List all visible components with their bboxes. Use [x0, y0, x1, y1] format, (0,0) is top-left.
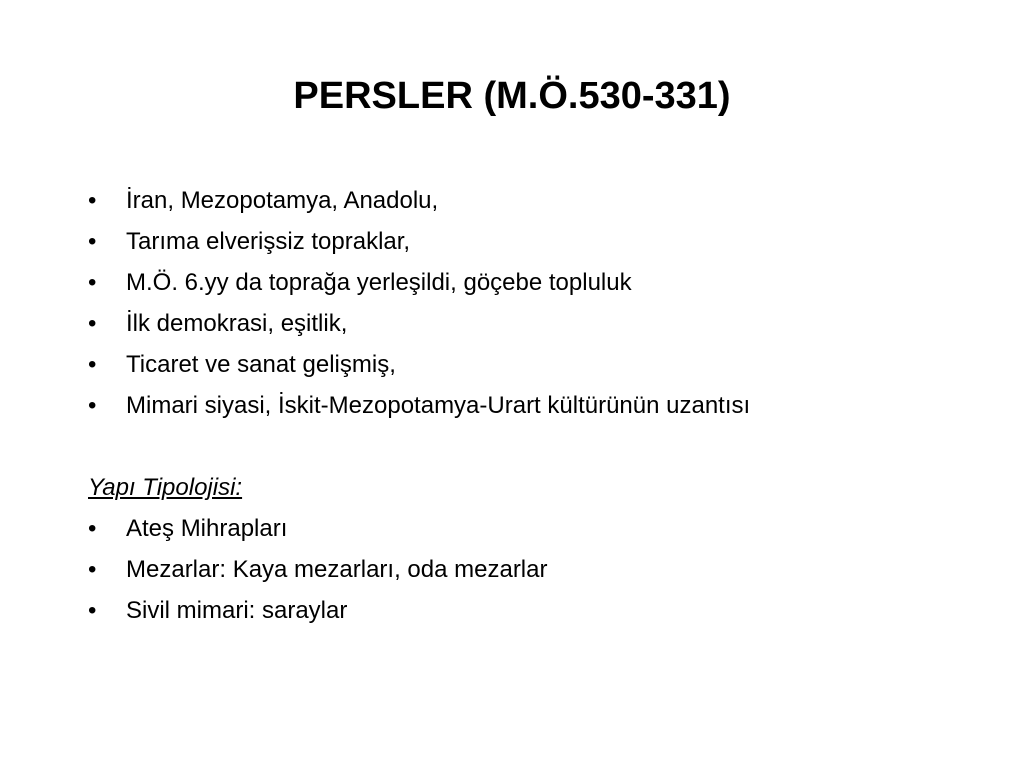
bullet-list-typology — [88, 508, 988, 631]
bullet-icon: • — [88, 310, 97, 337]
list-item — [88, 344, 988, 385]
list-item — [88, 180, 988, 221]
list-item — [88, 385, 988, 426]
spacer — [88, 426, 988, 467]
list-item-text: Mimari siyasi, İskit-Mezopotamya-Urart kültürünün uzantısı — [126, 392, 751, 419]
list-item-text: İlk demokrasi, eşitlik, — [126, 310, 348, 337]
bullet-icon: • — [88, 228, 97, 255]
bullet-icon: • — [88, 392, 97, 419]
list-item — [88, 508, 988, 549]
list-item — [88, 549, 988, 590]
list-item-text: Ateş Mihrapları — [126, 515, 288, 542]
bullet-icon: • — [88, 187, 97, 214]
list-item-text: Tarıma elverişsiz topraklar, — [126, 228, 411, 255]
bullet-icon: • — [88, 597, 97, 624]
list-item-text: Mezarlar: Kaya mezarları, oda mezarlar — [126, 556, 548, 583]
slide-title: PERSLER (M.Ö.530-331) — [293, 75, 731, 117]
list-item — [88, 590, 988, 631]
list-item-text: M.Ö. 6.yy da toprağa yerleşildi, göçebe topluluk — [126, 269, 632, 296]
list-item — [88, 303, 988, 344]
bullet-icon: • — [88, 351, 97, 378]
section-heading-typology: Yapı Tipolojisi: — [88, 474, 243, 501]
bullet-icon: • — [88, 515, 97, 542]
list-item-text: Ticaret ve sanat gelişmiş, — [126, 351, 396, 378]
list-item-text: İran, Mezopotamya, Anadolu, — [126, 187, 439, 214]
list-item — [88, 221, 988, 262]
slide-body — [88, 180, 988, 631]
list-item — [88, 262, 988, 303]
bullet-icon: • — [88, 556, 97, 583]
bullet-icon: • — [88, 269, 97, 296]
list-item-text: Sivil mimari: saraylar — [126, 597, 348, 624]
bullet-list-overview — [88, 180, 988, 426]
